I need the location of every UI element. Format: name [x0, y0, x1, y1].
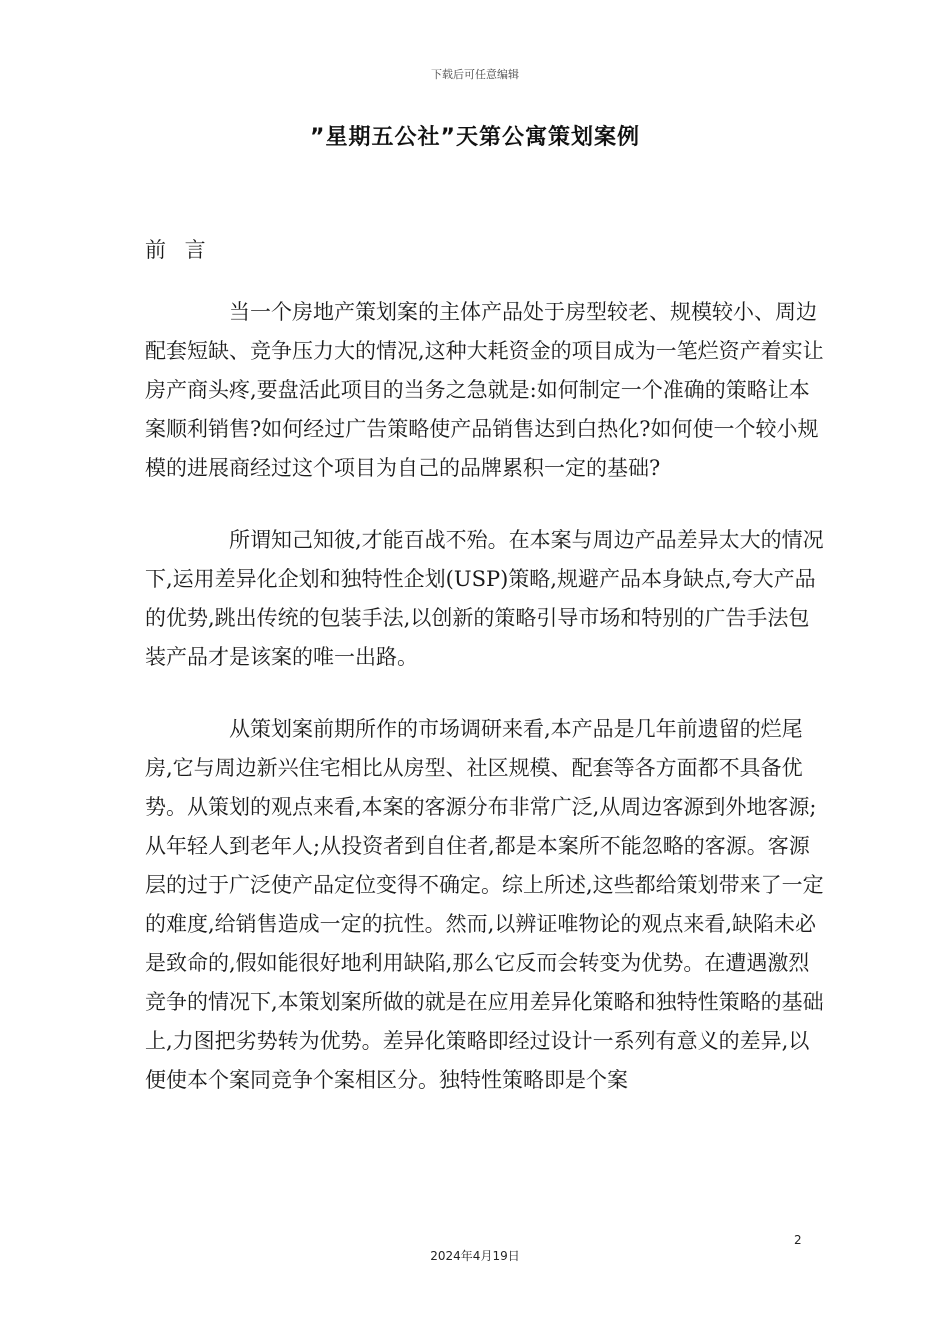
document-title: ”星期五公社”天第公寓策划案例 [310, 125, 640, 150]
paragraph-3: 从策划案前期所作的市场调研来看,本产品是几年前遗留的烂尾房,它与周边新兴住宅相比从房型、社区规模、配套等各方面都不具备优势。从策划的观点来看,本案的客源分布非常广泛,从周边客源到外地客源;从年轻人到老年人;从投资者到自住者,都是本案所不能忽略的客源。客源层的过于广泛使产品定位变得不确定。综上所述,这些都给策划带来了一定的难度,给销售造成一定的抗性。然而,以辨证唯物论的观点来看,缺陷未必是致命的,假如能很好地利用缺陷,那么它反而会转变为优势。在遭遇激烈竞争的情况下,本策划案所做的就是在应用差异化策略和独特性策略的基础上,力图把劣势转为优势。差异化策略即经过设计一系列有意义的差异,以便使本个案同竞争个案相区分。独特性策略即是个案 [145, 717, 824, 1092]
paragraph-2: 所谓知己知彼,才能百战不殆。在本案与周边产品差异太大的情况下,运用差异化企划和独特性企划(USP)策略,规避产品本身缺点,夸大产品的优势,跳出传统的包装手法,以创新的策略引导市场和特别的广告手法包装产品才是该案的唯一出路。 [145, 528, 824, 669]
paragraph-1: 当一个房地产策划案的主体产品处于房型较老、规模较小、周边配套短缺、竞争压力大的情况,这种大耗资金的项目成为一笔烂资产着实让房产商头疼,要盘活此项目的当务之急就是:如何制定一个准确的策略让本案顺利销售?如何经过广告策略使产品销售达到白热化?如何使一个较小规模的进展商经过这个项目为自己的品牌累积一定的基础? [145, 300, 824, 480]
section-heading: 前 言 [145, 238, 212, 262]
page-number: 2 [794, 1233, 802, 1247]
page-header: 下载后可任意编辑 [431, 68, 519, 81]
footer-date: 2024年4月19日 [430, 1249, 520, 1263]
document-body [145, 293, 825, 1100]
